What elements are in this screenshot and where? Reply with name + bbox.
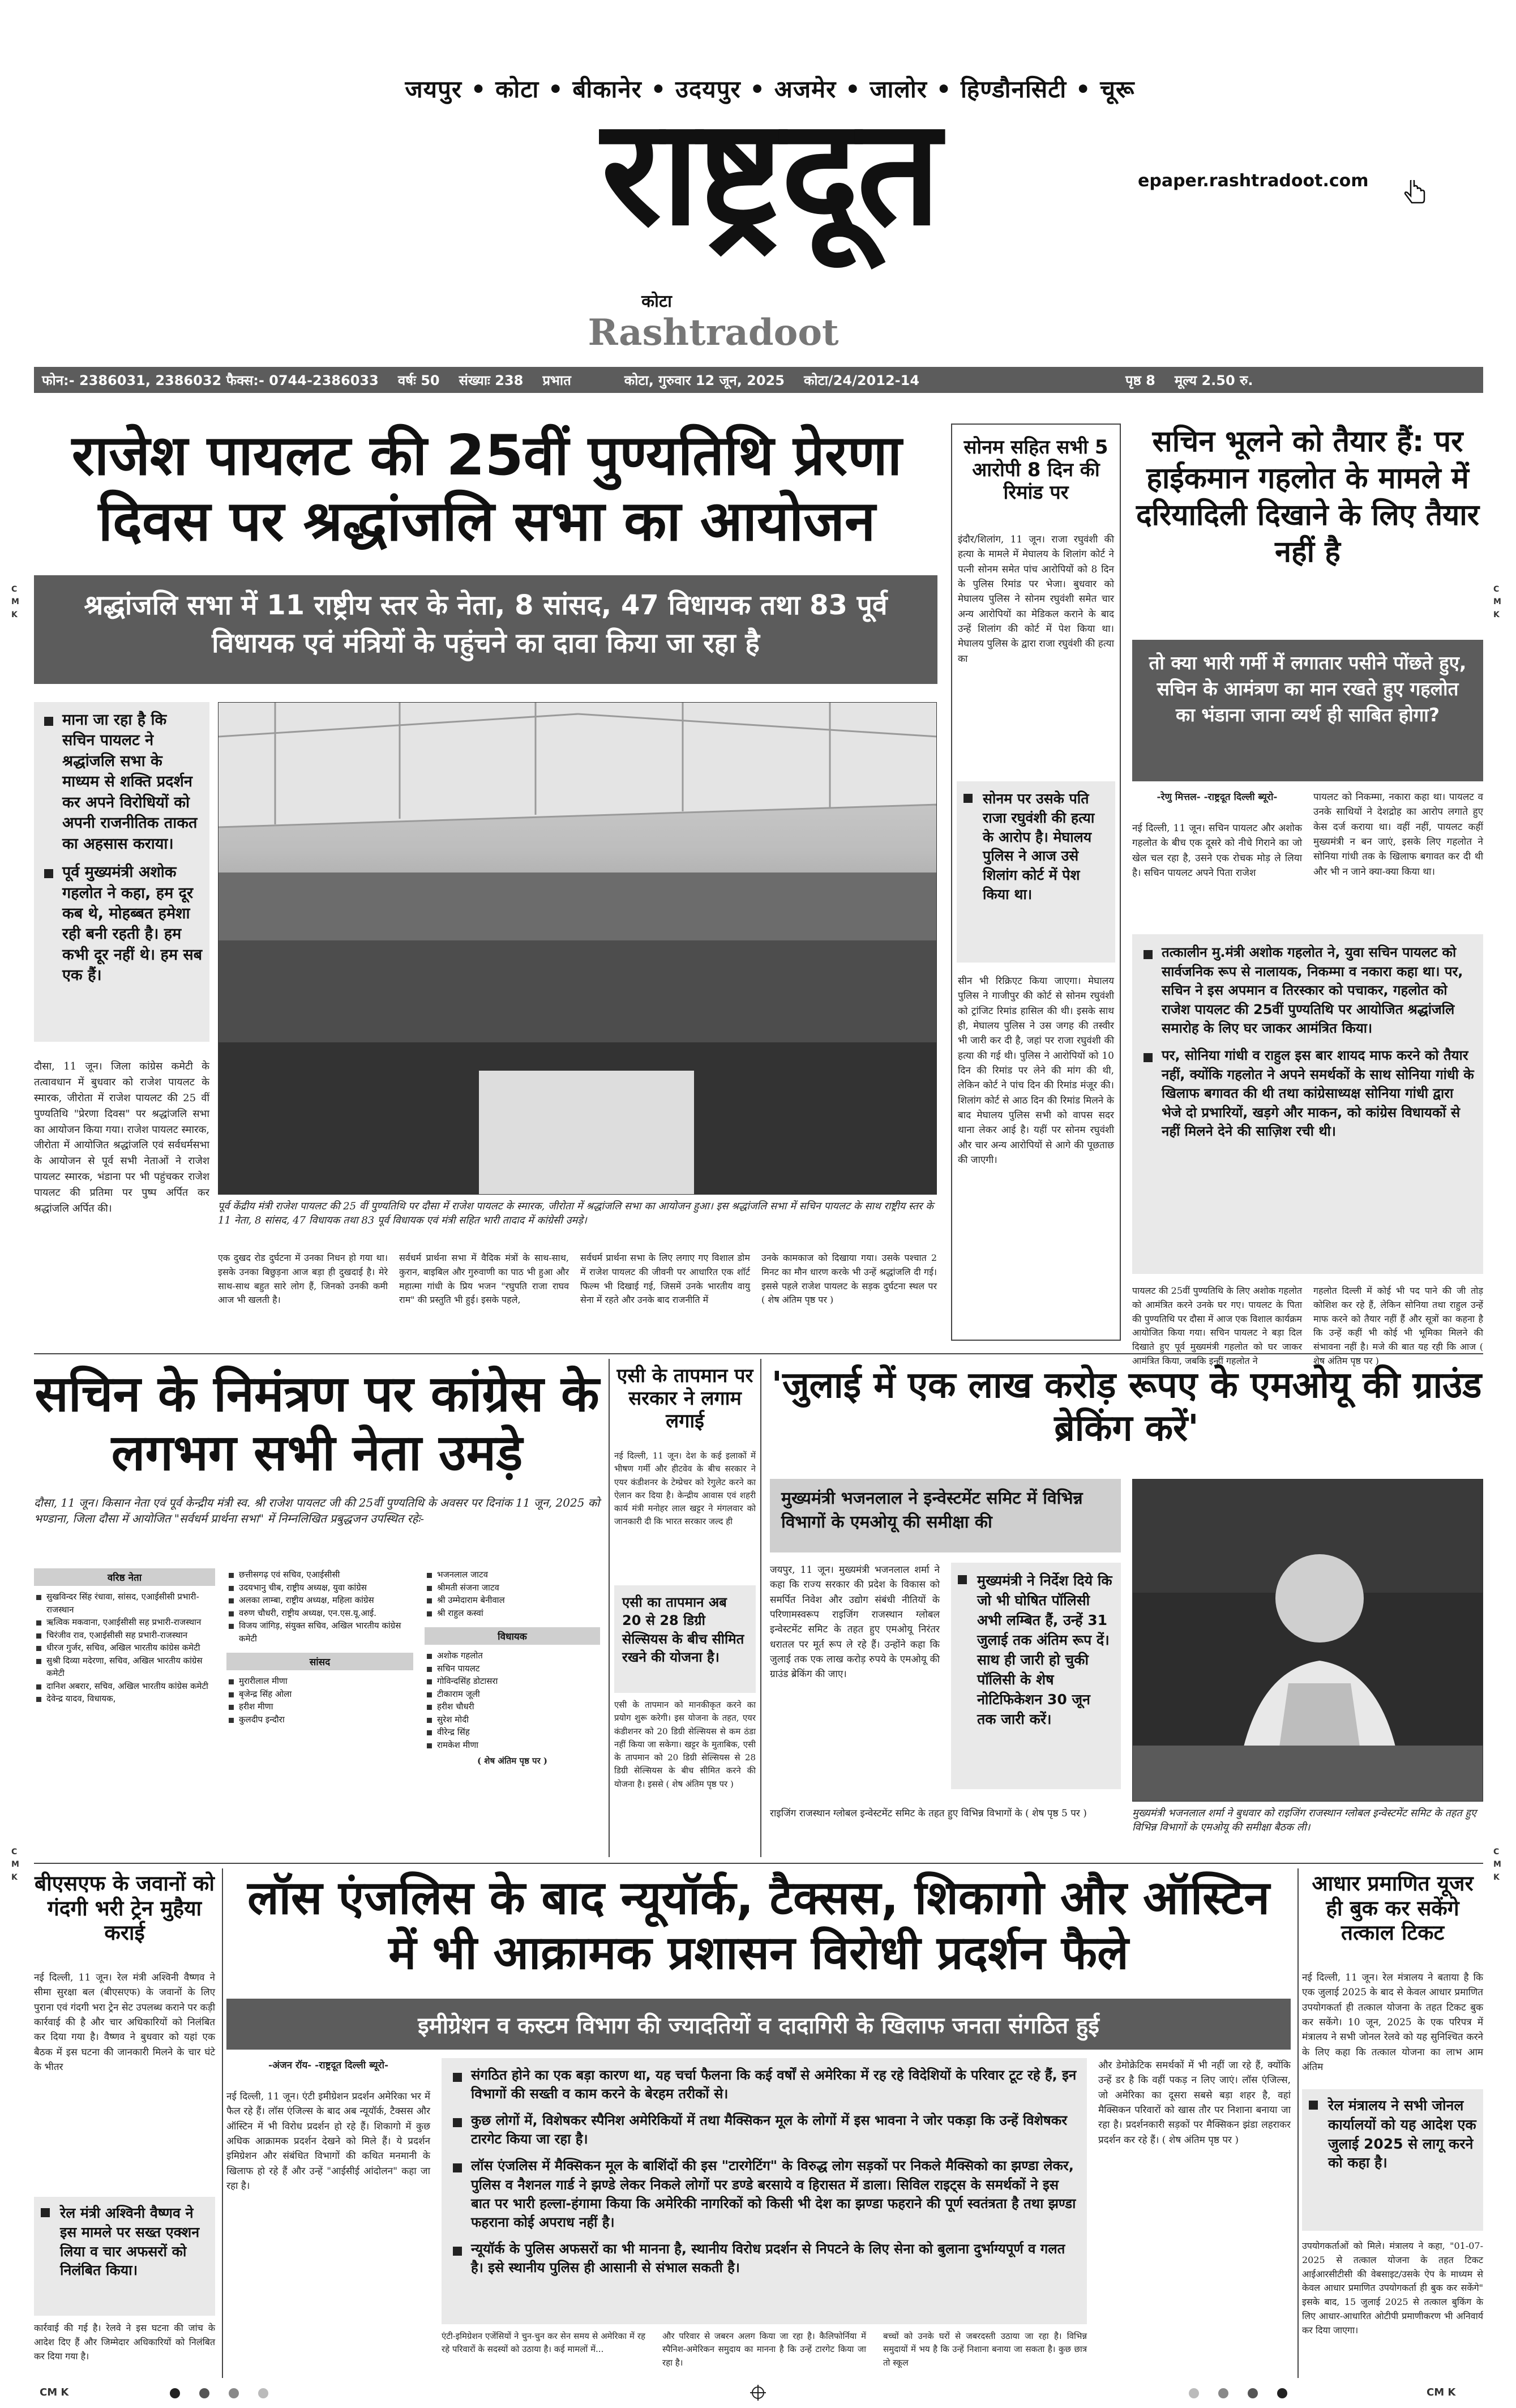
story7-body-1: नई दिल्ली, 11 जून। रेल मंत्री अश्विनी वैष्णव ने सीमा सुरक्षा बल (बीएसएफ) के जवानों के लिए पुराना एवं गंदगी भरा ट्रेन सेट उपलब्ध कराने पर कड़ी कार्रवाई की है और चार अधिकारियों को निलंबित कर दिया गया है। वैष्णव ने बुधवार को यहां एक बैठक में इस घटना की जानकारी मिलने के चार घंटे के भीतर <box>34 1972 215 2073</box>
story5-headline: एसी के तापमान पर सरकार ने लगाम लगाई <box>616 1365 753 1433</box>
list-item: ऋत्विक मकवाना, एआईसीसी सह प्रभारी-राजस्थान <box>34 1616 215 1629</box>
cmk-mark-right-2: C M K <box>1493 1847 1501 1882</box>
masthead-title: राष्ट्रदूत <box>601 87 939 258</box>
info-page: पृष्ठ 8 <box>1125 372 1155 388</box>
story8-bullet-1: संगठित होने का एक बड़ा कारण था, यह चर्चा फैलना कि कई वर्षों से अमेरिका में रह रहे विदेशियों के परिवार टूट रहे हैं, इन विभागों की सख्ती व काम करने के बेरहम तरीकों से। <box>449 2066 1079 2103</box>
list-item: श्रीमती संजना जाटव <box>425 1581 600 1594</box>
bullet-square-icon <box>41 2208 50 2217</box>
list-item: श्री उम्मेदाराम बेनीवाल <box>425 1594 600 1607</box>
story1-body: दौसा, 11 जून। जिला कांग्रेस कमेटी के तत्वावधान में बुधवार को राजेश पायलट के स्मारक, जीरोता में राजेश पायलट की 25 वीं पुण्यतिथि "प्रेरणा दिवस" पर श्रद्धांजलि सभा का आयोजन किया गया। राजेश पायलट स्मारक, जीरोता में आयोजित श्रद्धांजलि एवं सर्वधर्मसभा के आयोजन से पूर्व सभी नेताओं ने राजेश पायलट स्मारक, भंडाना पर भी पहुंचकर राजेश पायलट की प्रतिमा पर पुष्प अर्पित कर श्रद्धांजलि अर्पित की। <box>34 1060 209 1215</box>
story9-body-1: नई दिल्ली, 11 जून। रेल मंत्रालय ने बताया है कि एक जुलाई 2025 के बाद से केवल आधार प्रमाणित उपयोगकर्ता ही तत्काल योजना के तहत टिकट बुक कर सकेंगे। 10 जून, 2025 के एक परिपत्र में मंत्रालय ने सभी जोनल रेलवे को यह सुनिश्चित करने के लिए कहा कि तत्काल योजना का लाभ आम अंतिम <box>1302 1972 1483 2073</box>
story4-more: ( शेष अंतिम पृष्ठ पर ) <box>477 1756 548 1766</box>
story7-headline: बीएसएफ के जवानों को गंदगी भरी ट्रेन मुहैया कराई <box>35 1871 215 1945</box>
story4-headline: सचिन के निमंत्रण पर कांग्रेस के लगभग सभी नेता उमड़े <box>35 1365 599 1482</box>
cmk-mark-left-2: C M K <box>11 1847 19 1882</box>
story2-bullet-text: सोनम पर उसके पति राजा रघुवंशी की हत्या के आरोप है। मेघालय पुलिस ने आज उसे शिलांग कोर्ट में पेश किया था। <box>983 790 1095 903</box>
registration-dots-left <box>170 2388 268 2398</box>
story8-bottom-col-1: एंटी-इमिग्रेशन एजेंसियों ने चुन-चुन कर सेन समय से अमेरिका में रह रहे परिवारों के सदस्यों को उठाया है। कई मामलों में... <box>442 2331 645 2355</box>
divider-2 <box>34 1863 1483 1864</box>
story8-body-1: नई दिल्ली, 11 जून। एंटी इमीग्रेशन प्रदर्शन अमेरिका भर में फैल रहे हैं। लॉस एंजिल्स के बाद अब न्यूयॉर्क, टैक्सस और ऑस्टिन में भी विरोध प्रदर्शन हो रहे हैं। शिकागो में कुछ अधिक आक्रामक प्रदर्शन देखने को मिले हैं। ये प्रदर्शन इमिग्रेशन और संबंधित विभागों की कथित मनमानी के खिलाफ हो रहे हैं और उन्हें "आईसीई आंदोलन" कहा जा रहा है। <box>226 2091 430 2192</box>
list-item: अलका लाम्बा, राष्ट्रीय अध्यक्ष, महिला कांग्रेस <box>226 1594 413 1607</box>
info-reg: कोटा/24/2012-14 <box>803 372 920 388</box>
cmk-mark-right-1: C M K <box>1493 585 1501 619</box>
story9-bullet-text: रेल मंत्रालय ने सभी जोनल कार्यालयों को यह आदेश एक जुलाई 2025 से लागू करने को कहा है। <box>1328 2097 1476 2171</box>
epaper-link[interactable]: epaper.rashtradoot.com <box>1138 171 1369 191</box>
story1-headline: राजेश पायलट की 25वीं पुण्यतिथि प्रेरणा दिवस पर श्रद्धांजलि सभा का आयोजन <box>71 424 902 554</box>
story4-group5-title: विधायक <box>425 1627 600 1645</box>
info-dateline: कोटा, गुरुवार 12 जून, 2025 <box>624 372 785 388</box>
list-item: बृजेन्द्र सिंह ओला <box>226 1688 413 1701</box>
story8-body-right: और डेमोक्रेटिक समर्थकों में भी नहीं जा रहे हैं, क्योंकि उन्हें डर है कि वहीं पकड़ न लिए जाएं। लॉस एंजिल्स, जो अमेरिका का दूसरा सबसे बड़ा शहर है, वहां मैक्सिकन परिवारों को खास तौर पर निशाना बनाया जा रहा है। प्रदर्शनकारी सड़कों पर मैक्सिकन झंडा लहराकर प्रदर्शन कर रहे हैं। ( शेष अंतिम पृष्ठ पर ) <box>1098 2060 1291 2146</box>
story6-subhead: मुख्यमंत्री भजनलाल ने इन्वेस्टमेंट समिट में विभिन्न विभागों के एमओयू की समीक्षा की <box>770 1479 1121 1552</box>
story7-bullet-text: रेल मंत्री अश्विनी वैष्णव ने इस मामले पर सख्त एक्शन लिया व चार अफसरों को निलंबित किया। <box>60 2205 200 2279</box>
info-bar <box>34 367 1483 393</box>
story6-photo-caption: मुख्यमंत्री भजनलाल शर्मा ने बुधवार को राइजिंग राजस्थान ग्लोबल इन्वेस्टमेंट समिट के तहत हुए विभिन्न विभागों के एमओयू की समीक्षा बैठक ली। <box>1132 1807 1476 1834</box>
story3-byline: -रेणु मित्तल- -राष्ट्रदूत दिल्ली ब्यूरो- <box>1157 792 1278 803</box>
story8-byline: -अंजन रॉय- -राष्ट्रदूत दिल्ली ब्यूरो- <box>268 2060 389 2071</box>
list-item: सचिन पायलट <box>425 1662 600 1675</box>
story4-group2 <box>226 1568 413 1726</box>
story8-bottom-col-2: और परिवार से जबरन अलग किया जा रहा है। कैलिफोर्निया में स्पैनिश-अमेरिकन समुदाय का मानना है कि उन्हें टारगेट किया जा रहा है। <box>662 2331 866 2368</box>
story3-body-4: गहलोत दिल्ली में कोई भी पद पाने की जी तोड़ कोशिश कर रहे हैं, लेकिन सोनिया तथा राहुल उन्हें माफ करने को तैयार नहीं हैं और सूत्रों का कहना है कि उन्हें कहीं भी कोई भी भूमिका मिलने की संभावना नहीं है। मजे की बात यह रही कि आज ( शेष अंतिम पृष्ठ पर ) <box>1313 1285 1483 1366</box>
story1-col-1: एक दुखद रोड दुर्घटना में उनका निधन हो गया था। इसके उनका बिछुड़ना आज बड़ा ही दुखदाई है। मेरे साथ-साथ बहुत सारे लोग हैं, जिनको उनकी कमी आज भी खलती है। <box>218 1252 388 1306</box>
divider-1 <box>34 1353 1483 1354</box>
story4-group1-title: वरिष्ठ नेता <box>34 1568 215 1586</box>
story8-bullets <box>442 2058 1087 2324</box>
list-item: उदयभानु चीब, राष्ट्रीय अध्यक्ष, युवा कांग्रेस <box>226 1581 413 1594</box>
list-item: विजय जांगिड़, संयुक्त सचिव, अखिल भारतीय कांग्रेस कमेटी <box>226 1619 413 1645</box>
cm-mark-bottom-left: CM K <box>40 2386 69 2398</box>
bullet-square-icon <box>958 1575 967 1584</box>
story1-col-2: सर्वधर्म प्रार्थना सभा में वैदिक मंत्रों के साथ-साथ, कुरान, बाइबिल और गुरुवाणी का पाठ भी हुआ और महात्मा गांधी के प्रिय भजन "रघुपति राजा राघव राम" की प्रस्तुति भी हुई। इसके पहले, <box>399 1252 569 1306</box>
story1-bullet-1: माना जा रहा है कि सचिन पायलट ने श्रद्धांजलि सभा के माध्यम से शक्ति प्रदर्शन कर अपने विरोधियों को अपनी राजनीतिक ताकत का अहसास कराया। <box>41 710 203 854</box>
story3-bullet-1: तत्कालीन मु.मंत्री अशोक गहलोत ने, युवा सचिन पायलट को सार्वजनिक रूप से नालायक, निकम्मा व नकारा कहा था। पर, सचिन ने इस अपमान व तिरस्कार को पचाकर, गहलोत को राजेश पायलट की 25वीं पुण्यतिथि पर आयोजित श्रद्धांजलि समारोह के लिए घर जाकर आमंत्रित किया। <box>1140 943 1475 1038</box>
story6-bullet <box>951 1563 1121 1789</box>
cmk-mark-left-1: C M K <box>11 585 19 619</box>
info-issue: संख्याः 238 <box>459 372 524 388</box>
story2-bullet <box>957 781 1115 963</box>
story4-group4 <box>425 1568 600 1768</box>
story7-body-2: कार्रवाई की गई है। रेलवे ने इस घटना की जांच के आदेश दिए हैं और जिम्मेदार अधिकारियों को निलंबित कर दिया गया है। <box>34 2323 215 2362</box>
list-item: सुरेश मोदी <box>425 1713 600 1726</box>
story6-bullet-text: मुख्यमंत्री ने निर्देश दिये कि जो भी घोषित पॉलिसी अभी लम्बित हैं, उन्हें 31 जुलाई तक अंतिम रूप दें। साथ ही जारी हो चुकी पॉलिसी के शेष नोटिफिकेशन 30 जून तक जारी करें। <box>977 1572 1112 1727</box>
story4-group3-title: सांसद <box>226 1653 413 1670</box>
info-phone: फोन:- 2386031, 2386032 फैक्स:- 0744-2386033 <box>42 372 379 388</box>
list-item: देवेन्द्र यादव, विधायक, <box>34 1692 215 1705</box>
story8-bottom-col-3: बच्चों को उनके घरों से जबरदस्ती उठाया जा रहा है। विभिन्न समुदायों में भय है कि उन्हें निशाना बनाया जा सकता है। कुछ छात्र तो स्कूल <box>883 2331 1087 2368</box>
list-item: वरुण चौधरी, राष्ट्रीय अध्यक्ष, एन.एस.यू.आई. <box>226 1607 413 1620</box>
bullet-square-icon <box>1309 2101 1318 2110</box>
divider-v2 <box>1297 1868 1299 2378</box>
bullet-square-icon <box>963 794 973 803</box>
story1-bullets <box>34 702 209 1042</box>
story1-photo <box>218 702 937 1195</box>
list-item: छत्तीसगढ़ एवं सचिव, एआईसीसी <box>226 1568 413 1581</box>
story3-subhead: तो क्या भारी गर्मी में लगातार पसीने पोंछते हुए, सचिन के आमंत्रण का मान रखते हुए गहलोत का भंडाना जाना व्यर्थ ही साबित होगा? <box>1132 640 1483 781</box>
list-item: गोविन्दसिंह डोटासरा <box>425 1675 600 1688</box>
crosshair-icon <box>750 2385 766 2401</box>
story7-bullet <box>34 2197 215 2316</box>
list-item: सुश्री दिव्या मदेरणा, सचिव, अखिल भारतीय कांग्रेस कमेटी <box>34 1654 215 1680</box>
divider-v1 <box>222 1868 223 2378</box>
story9-body-2: उपयोगकर्ताओं को मिले। मंत्रालय ने कहा, "01-07-2025 से तत्काल योजना के तहत टिकट आईआरसीटीसी की वेबसाइट/उसके ऐप के माध्यम से केवल आधार प्रमाणित उपयोगकर्ता ही बुक कर सकेंगे" इसके बाद, 15 जुलाई 2025 से तत्काल बुकिंग के लिए आधार-आधारित ओटीपी प्रमाणीकरण भी अनिवार्य कर दिया जाएगा। <box>1302 2240 1483 2336</box>
story8-bullet-3: लॉस एंजलिस में मैक्सिकन मूल के बाशिंदों की इस "टारगेटिंग" के विरुद्ध लोग सड़कों पर निकले मैक्सिको का झण्डा लेकर, पुलिस व नैशनल गार्ड ने झण्डे लेकर निकले लोगों पर डण्डे बरसाये व हिरासत में डाला। सिविल राइट्स के समर्थकों ने इस बात पर भारी हल्ला-हंगामा किया कि अमेरिकी नागरिकों को किसी भी देश का झण्डा फहराने की पूर्ण स्वतंत्रता है तथा झण्डा फहराना कोई अपराध नहीं है। <box>449 2157 1079 2231</box>
story2-headline: सोनम सहित सभी 5 आरोपी 8 दिन की रिमांड पर <box>963 436 1108 504</box>
story5-body-1: नई दिल्ली, 11 जून। देश के कई इलाकों में भीषण गर्मी और हीटवेव के बीच सरकार ने एयर कंडीशनर के टेम्प्रेचर को रेगुलेट करने का ऐलान कर दिया है। केन्द्रीय आवास एवं शहरी कार्य मंत्री मनोहर लाल खट्टर ने मंगलवार को जानकारी दी कि भारत सरकार जल्द ही <box>614 1451 756 1527</box>
story1-bullet-2: पूर्व मुख्यमंत्री अशोक गहलोत ने कहा, हम दूर कब थे, मोहब्बत हमेशा रही बनी रहती है। हम कभी दूर नहीं थे। हम सब एक हैं। <box>41 862 203 986</box>
story1-subhead: श्रद्धांजलि सभा में 11 राष्ट्रीय स्तर के नेता, 8 सांसद, 47 विधायक तथा 83 पूर्व विधायक एवं मंत्रियों के पहुंचने का दावा किया जा रहा है <box>34 575 937 684</box>
list-item: रामकेश मीणा <box>425 1739 600 1752</box>
info-price: मूल्य 2.50 रु. <box>1174 372 1253 388</box>
list-item: श्री राहुल कस्वां <box>425 1607 600 1620</box>
story3-headline: सचिन भूलने को तैयार हैं: पर हाईकमान गहलोत के मामले में दरियादिली दिखाने के लिए तैयार नहीं है <box>1136 425 1480 569</box>
story5-box: एसी का तापमान अब 20 से 28 डिग्री सेल्सियस के बीच सीमित रखने की योजना है। <box>614 1585 756 1693</box>
list-item: हरीश मीणा <box>226 1700 413 1713</box>
masthead-title-en: Rashtradoot <box>588 311 839 354</box>
story8-bullet-2: कुछ लोगों में, विशेषकर स्पैनिश अमेरिकियों में तथा मैक्सिकन मूल के लोगों में इस भावना ने जोर पकड़ा कि उन्हें विशेषकर टारगेट किया जा रहा है। <box>449 2111 1079 2149</box>
story8-bullet-4: न्यूयॉर्क के पुलिस अफसरों का भी मानना है, स्थानीय विरोध प्रदर्शन से निपटने के लिए सेना को बुलाना दुर्भाग्यपूर्ण व गलत है। इसे स्थानीय पुलिस ही आसानी से संभाल सकती है। <box>449 2240 1079 2277</box>
list-item: टीकाराम जूली <box>425 1688 600 1701</box>
story1-photo-caption: पूर्व केंद्रीय मंत्री राजेश पायलट की 25 वीं पुण्यतिथि पर दौसा में राजेश पायलट के स्मारक, जीरोता में श्रद्धांजलि सभा का आयोजन हुआ। इस श्रद्धांजलि सभा में सचिन पायलट के साथ राष्ट्रीय स्तर के 11 नेता, 8 सांसद, 47 विधायक तथा 83 पूर्व विधायक एवं मंत्री सहित भारी तादाद में कांग्रेसी उमड़े। <box>218 1200 933 1227</box>
story6-body-1: जयपुर, 11 जून। मुख्यमंत्री भजनलाल शर्मा ने कहा कि राज्य सरकार की प्रदेश के विकास को समर्पित निवेश और उद्योग संबंधी नीतियों के परिणामस्वरूप राइजिंग राजस्थान ग्लोबल इन्वेस्टमेंट समिट के तहत हुए एमओयू निरंतर धरातल पर मूर्त रूप ले रहे हैं। उन्होंने कहा कि जुलाई तक एक लाख करोड़ रुपये के एमओयू की ग्राउंड ब्रेकिंग की जाए। <box>770 1564 940 1680</box>
story5-body-2: एसी के तापमान को मानकीकृत करने का प्रयोग शुरू करेगी। इस योजना के तहत, एयर कंडीशनर को 20 डिग्री सेल्सियस से कम ठंडा नहीं किया जा सकेगा। खट्टर के मुताबिक, एसी के तापमान को 20 डिग्री सेल्सियस से 28 डिग्री सेल्सियस के बीच सीमित करने की योजना है। इससे ( शेष अंतिम पृष्ठ पर ) <box>614 1700 756 1789</box>
list-item: मुरारीलाल मीणा <box>226 1675 413 1688</box>
info-volume: वर्षः 50 <box>397 372 440 388</box>
list-item: सुखविन्दर सिंह रंधावा, सांसद, एआईसीसी प्रभारी-राजस्थान <box>34 1590 215 1616</box>
story8-headline: लॉस एंजलिस के बाद न्यूयॉर्क, टैक्सस, शिकागो और ऑस्टिन में भी आक्रामक प्रशासन विरोधी प्रदर्शन फैले <box>247 1871 1270 1980</box>
story2-body-1: इंदौर/शिलांग, 11 जून। राजा रघुवंशी की हत्या के मामले में मेघालय के शिलांग कोर्ट ने पत्नी सोनम समेत पांच आरोपियों को 8 दिन के पुलिस रिमांड पर भेजा। बुधवार को मेघालय पुलिस ने सोनम रघुवंशी समेत चार अन्य आरोपियों का मेडिकल कराने के बाद उन्हें शिलांग की कोर्ट में पेश किया था। मेघालय पुलिस के द्वारा राजा रघुवंशी की हत्या का <box>958 534 1114 665</box>
list-item: हरीश चौधरी <box>425 1700 600 1713</box>
story8-subhead: इमीग्रेशन व कस्टम विभाग की ज्यादतियों व दादागिरी के खिलाफ जनता संगठित हुई <box>226 1999 1291 2050</box>
story2-body-2: सीन भी रिक्रिएट किया जाएगा। मेघालय पुलिस ने गाजीपुर की कोर्ट से सोनम रघुवंशी को ट्रांजिट रिमांड हासिल की थी। इसके साथ ही, मेघालय पुलिस ने उस जगह की तस्वीर भी जारी कर दी है, जहां पर राजा रघुवंशी की हत्या की गई थी। पुलिस ने आरोपियों को 10 दिन की रिमांड पर लेने की मांग की थी, लेकिन कोर्ट ने पांच दिन की रिमांड मंजूर की। शिलांग कोर्ट से आठ दिन की रिमांड मिलने के बाद मेघालय पुलिस सभी को वापस सदर थाना लेकर आई है। यहीं पर सोनम रघुवंशी और चार अन्य आरोपियों से आगे की पूछताछ की जाएगी। <box>958 976 1114 1166</box>
list-item: अशोक गहलोत <box>425 1649 600 1662</box>
story1-col-4: उनके कामकाज को दिखाया गया। उसके पश्चात 2 मिनट का मौन धारण करके भी उन्हें श्रद्धांजलि दी गई। इससे पहले राजेश पायलट के सड़क दुर्घटना स्थल पर ( शेष अंतिम पृष्ठ पर ) <box>761 1252 937 1306</box>
story6-headline: 'जुलाई में एक लाख करोड़ रूपए के एमओयू की ग्राउंड ब्रेकिंग करें' <box>771 1365 1482 1449</box>
info-session: प्रभात <box>542 372 571 388</box>
registration-dots-right <box>1189 2388 1287 2398</box>
cm-mark-bottom-right: CM K <box>1427 2386 1456 2398</box>
list-item: धीरज गुर्जर, सचिव, अखिल भारतीय कांग्रेस कमेटी <box>34 1641 215 1654</box>
story6-photo <box>1132 1479 1483 1802</box>
list-item: कुलदीप इन्दौरा <box>226 1713 413 1726</box>
pointer-hand-icon <box>1403 180 1428 207</box>
story3-bullets <box>1132 934 1483 1274</box>
list-item: चिरंजीव राव, एआईसीसी सह प्रभारी-राजस्थान <box>34 1629 215 1642</box>
story1-col-3: सर्वधर्म प्रार्थना सभा के लिए लगाए गए विशाल डोम में राजेश पायलट की जीवनी पर आधारित एक शॉर्ट फिल्म भी दिखाई गई, जिसमें उनके भारतीय वायु सेना में रहते और उनके बाद राजनीति में <box>580 1252 750 1306</box>
story3-bullet-2: पर, सोनिया गांधी व राहुल इस बार शायद माफ करने को तैयार नहीं, क्योंकि गहलोत ने अपने समर्थकों के साथ सोनिया गांधी के खिलाफ बगावत की थी तथा कांग्रेसाध्यक्ष सोनिया गांधी द्वारा भेजे दो प्रभारियों, खड़गे और माकन, को कांग्रेस विधायकों से नहीं मिलने देने की साज़िश रची थी। <box>1140 1046 1475 1141</box>
masthead-edition: कोटा <box>641 292 672 311</box>
masthead-cities: जयपुर • कोटा • बीकानेर • उदयपुर • अजमेर • जालोर • हिण्डौनसिटी • चूरू <box>405 75 1135 103</box>
story3-body-1: नई दिल्ली, 11 जून। सचिन पायलट और अशोक गहलोत के बीच एक दूसरे को नीचे गिराने का जो खेल चल रहा है, उसने एक रोचक मोड़ ले लिया है। सचिन पायलट अपने पिता राजेश <box>1132 823 1302 879</box>
story3-body-2: पायलट को निकम्मा, नकारा कहा था। पायलट व उनके साथियों ने देशद्रोह का आरोप लगाते हुए केस दर्ज कराया था। वहीं नहीं, पायलट कहीं मुख्यमंत्री न बन जाएं, इसके लिए गहलोत ने सोनिया गांधी तक के खिलाफ बगावत कर दी थी और भी न जाने क्या-क्या किया था। <box>1313 792 1483 878</box>
story3-body-3: पायलट की 25वीं पुण्यतिथि के लिए अशोक गहलोत को आमंत्रित करने उनके घर गए। पायलट के पिता की पुण्यतिथि पर दौसा में आज एक विशाल कार्यक्रम आयोजित किया गया। सचिन पायलट ने बड़ा दिल दिखाते हुए पूर्व मुख्यमंत्री गहलोत को घर जाकर आमंत्रित किया, जबकि इन्हीं गहलोत ने <box>1132 1285 1302 1366</box>
list-item: दानिश अबरार, सचिव, अखिल भारतीय कांग्रेस कमेटी <box>34 1680 215 1693</box>
story9-bullet <box>1302 2089 1483 2231</box>
story6-body-2: राइजिंग राजस्थान ग्लोबल इन्वेस्टमेंट समिट के तहत हुए विभिन्न विभागों के ( शेष पृष्ठ 5 पर ) <box>770 1808 1087 1819</box>
story9-headline: आधार प्रमाणित यूजर ही बुक कर सकेंगे तत्काल टिकट <box>1312 1871 1474 1945</box>
story4-group1 <box>34 1568 215 1705</box>
story4-intro: दौसा, 11 जून। किसान नेता एवं पूर्व केन्द्रीय मंत्री स्व. श्री राजेश पायलट जी की 25वीं पुण्यतिथि के अवसर पर दिनांक 11 जून, 2025 को भण्डाना, जिला दौसा में आयोजित "सर्वधर्म प्रार्थना सभा" में निम्नलिखित प्रबुद्धजन उपस्थित रहेः- <box>34 1496 600 1525</box>
list-item: वीरेन्द्र सिंह <box>425 1726 600 1739</box>
list-item: भजनलाल जाटव <box>425 1568 600 1581</box>
